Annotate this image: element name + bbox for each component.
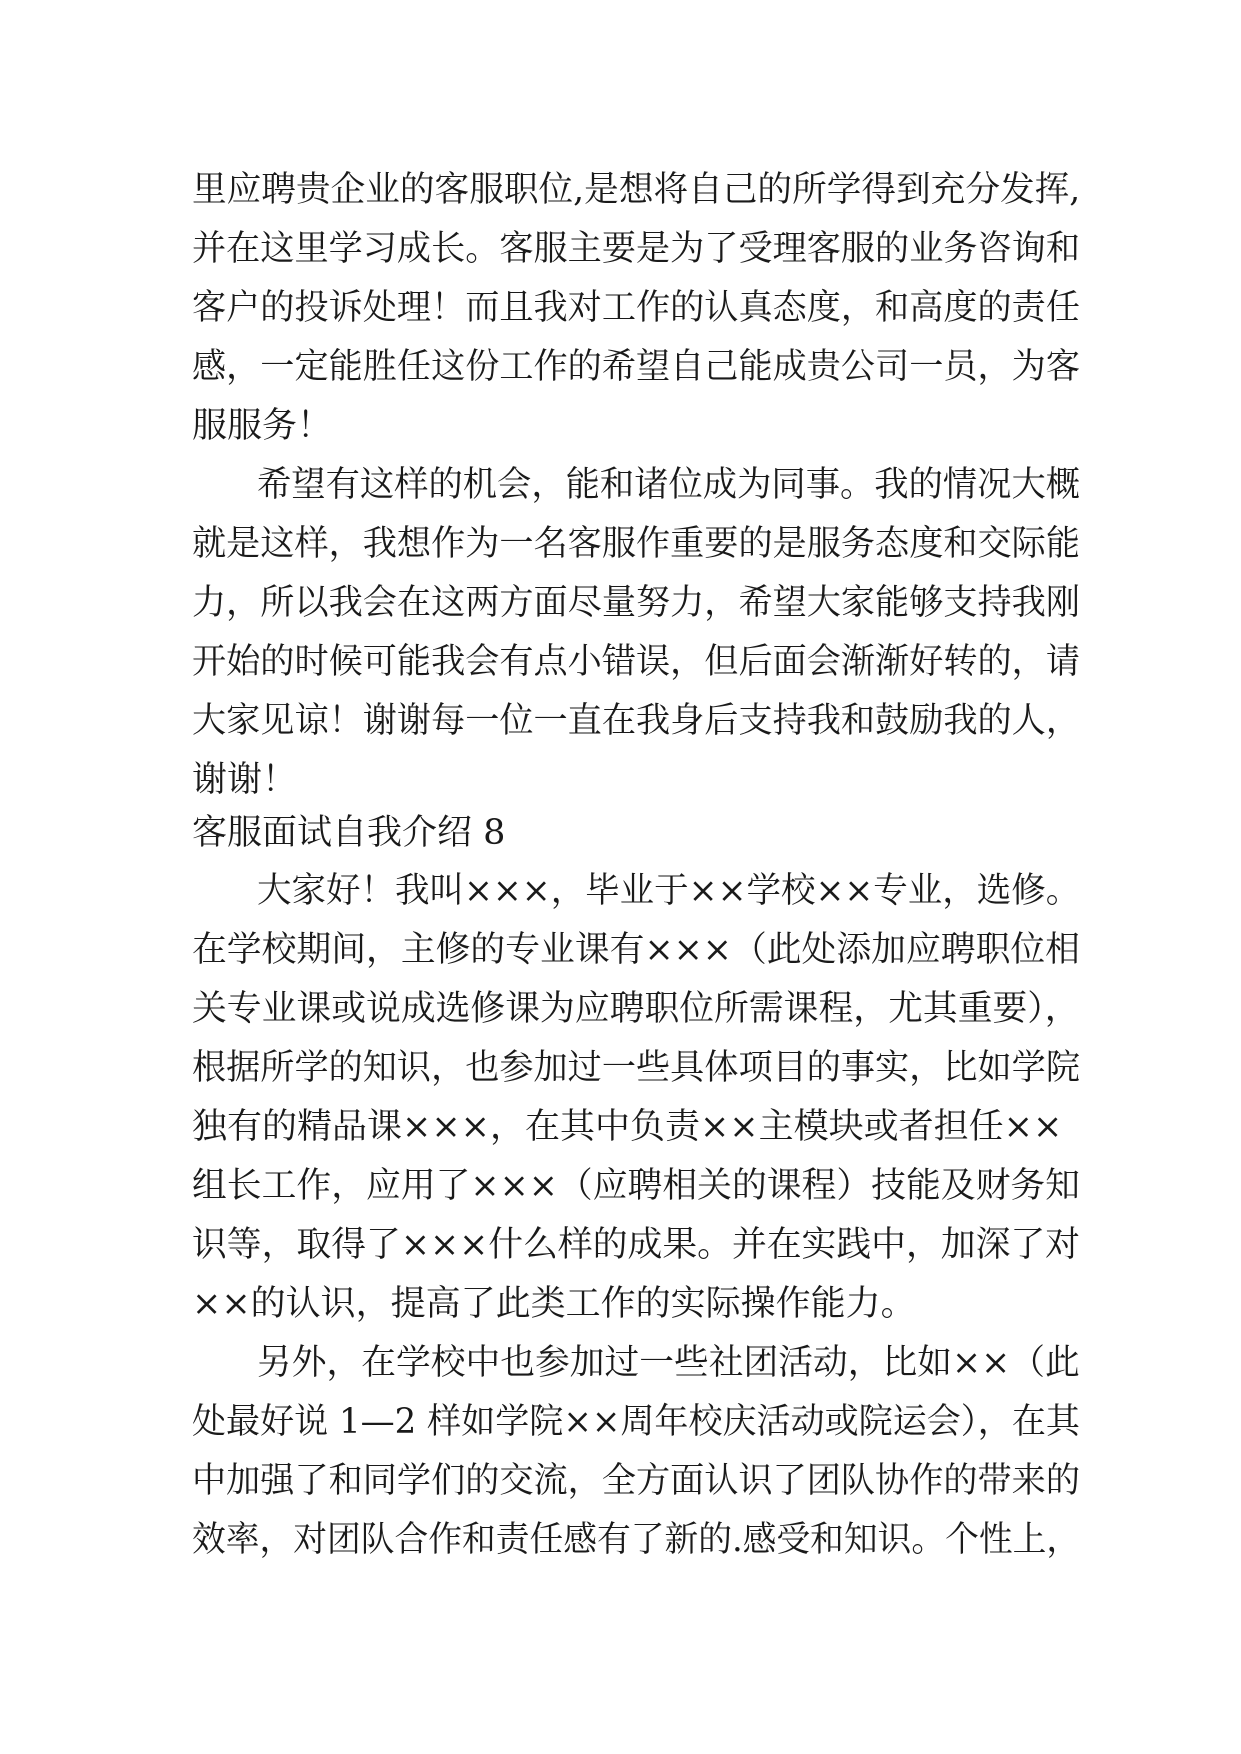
text-line: 根据所学的知识，也参加过一些具体项目的事实，比如学院 [192,1048,1080,1088]
paragraph-start: 大家好！我叫×××，毕业于××学校××专业，选修。 [257,871,1081,911]
paragraph-start: 另外，在学校中也参加过一些社团活动，比如××（此 [257,1343,1080,1383]
text-line: 客户的投诉处理！而且我对工作的认真态度，和高度的责任 [192,288,1080,328]
text-line: 并在这里学习成长。客服主要是为了受理客服的业务咨询和 [192,229,1080,269]
text-line: 力，所以我会在这两方面尽量努力，希望大家能够支持我刚 [192,583,1080,623]
text-line: 组长工作，应用了×××（应聘相关的课程）技能及财务知 [192,1166,1080,1206]
text-line: ××的认识，提高了此类工作的实际操作能力。 [192,1284,916,1324]
section-heading: 客服面试自我介绍 8 [192,813,506,853]
text-line: 效率，对团队合作和责任感有了新的.感受和知识。个性上， [192,1520,1081,1560]
paragraph-start: 希望有这样的机会，能和诸位成为同事。我的情况大概 [257,465,1081,505]
text-line: 处最好说 1—2 样如学院××周年校庆活动或院运会），在其 [192,1402,1080,1442]
text-line: 识等，取得了×××什么样的成果。并在实践中，加深了对 [192,1225,1080,1265]
text-line: 感，一定能胜任这份工作的希望自己能成贵公司一员，为客 [192,347,1080,387]
text-line: 开始的时候可能我会有点小错误，但后面会渐渐好转的，请 [192,642,1080,682]
text-line: 独有的精品课×××，在其中负责××主模块或者担任×× [192,1107,1063,1147]
text-line: 大家见谅！谢谢每一位一直在我身后支持我和鼓励我的人， [192,701,1080,741]
text-line: 服服务！ [192,406,333,446]
text-line: 就是这样，我想作为一名客服作重要的是服务态度和交际能 [192,524,1080,564]
text-line: 中加强了和同学们的交流，全方面认识了团队协作的带来的 [192,1461,1080,1501]
text-line: 里应聘贵企业的客服职位,是想将自己的所学得到充分发挥, [192,170,1081,210]
text-line: 关专业课或说成选修课为应聘职位所需课程，尤其重要）， [192,989,1080,1029]
text-line: 在学校期间，主修的专业课有×××（此处添加应聘职位相 [192,930,1080,970]
text-line: 谢谢！ [192,760,298,800]
